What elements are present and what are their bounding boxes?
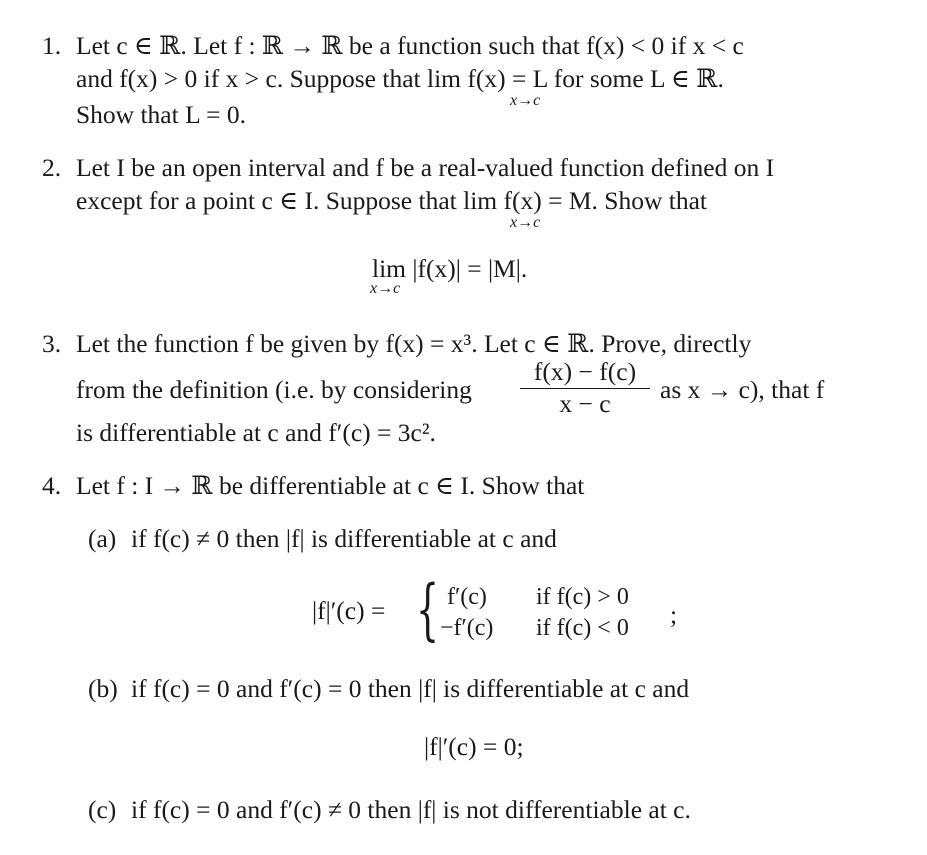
part-b-text: if f(c) = 0 and f′(c) = 0 then |f| is differentiable at c and <box>131 674 690 703</box>
difference-quotient-fraction <box>520 358 650 418</box>
problem-1-number: 1. <box>42 31 62 60</box>
fraction-numerator: f(x) − f(c) <box>533 357 637 386</box>
case-2-value: −f′(c) <box>440 615 494 641</box>
problem-3-line-1: Let the function f be given by f(x) = x³. Let c ∈ ℝ. Prove, directly <box>76 329 752 358</box>
part-c-label: (c) <box>88 795 117 824</box>
problem-2-line-1: Let I be an open interval and f be a real-valued function defined on I <box>76 153 775 182</box>
problem-3-line-3: is differentiable at c and f′(c) = 3c². <box>76 418 436 447</box>
problem-4-line-1: Let f : I → ℝ be differentiable at c ∈ I. Show that <box>76 471 585 500</box>
problem-1-line-2: and f(x) > 0 if x > c. Suppose that lim f(x) = L for some L ∈ ℝ. <box>76 64 724 93</box>
part-c-text: if f(c) = 0 and f′(c) ≠ 0 then |f| is not differentiable at c. <box>131 795 691 824</box>
problem-2-display-equation: lim |f(x)| = |M|. <box>372 254 528 283</box>
part-a-text: if f(c) ≠ 0 then |f| is differentiable at c and <box>131 524 557 553</box>
case-2-condition: if f(c) < 0 <box>536 615 629 641</box>
problem-3-line-2b: as x → c), that f <box>660 375 825 404</box>
problem-1-lim-subscript: x→c <box>510 92 541 109</box>
case-1-value: f′(c) <box>447 584 487 610</box>
part-b-display-equation: |f|′(c) = 0; <box>424 732 524 761</box>
problem-1-line-3: Show that L = 0. <box>76 100 246 129</box>
problem-2-display-subscript: x→c <box>370 280 401 297</box>
part-b-label: (b) <box>88 674 118 703</box>
cases-brace: { <box>416 571 440 648</box>
problem-4-number: 4. <box>42 471 62 500</box>
problem-2-lim-subscript: x→c <box>510 214 541 231</box>
problem-1-line-1: Let c ∈ ℝ. Let f : ℝ → ℝ be a function such that f(x) < 0 if x < c <box>76 31 744 60</box>
problem-2-number: 2. <box>42 153 62 182</box>
part-a-display-tail: ; <box>670 600 678 629</box>
problem-3-number: 3. <box>42 329 62 358</box>
case-1-condition: if f(c) > 0 <box>536 584 629 610</box>
problem-2-line-2: except for a point c ∈ I. Suppose that lim f(x) = M. Show that <box>76 186 707 215</box>
problem-3-line-2a: from the definition (i.e. by considering <box>76 375 472 404</box>
part-a-label: (a) <box>88 524 117 553</box>
part-a-display-lhs: |f|′(c) = <box>312 596 386 625</box>
fraction-denominator: x − c <box>559 389 611 418</box>
